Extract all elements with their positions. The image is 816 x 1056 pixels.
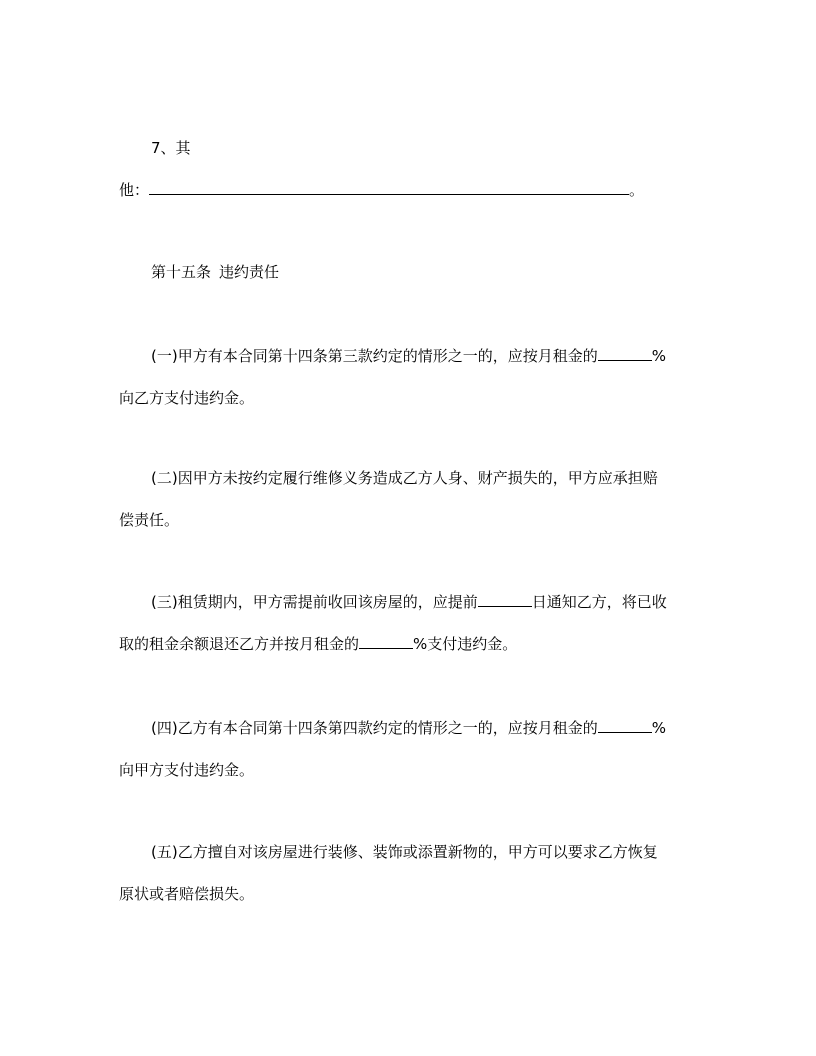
article15-title: 违约责任 — [219, 263, 280, 281]
clause4-line2 — [119, 760, 699, 780]
clause2-text: (二)因甲方未按约定履行维修义务造成乙方人身、财产损失的，甲方应承担赔 — [151, 469, 658, 487]
item7-label: 7、其 — [151, 139, 191, 157]
clause2-line1 — [151, 468, 731, 488]
clause4-line1 — [151, 718, 731, 738]
item7-line1 — [151, 138, 731, 158]
clause5-line2 — [119, 884, 699, 904]
article15-number: 第十五条 — [151, 263, 212, 281]
clause1-line1 — [151, 346, 731, 366]
clause2-continuation: 偿责任。 — [119, 511, 180, 529]
clause3-prefix: (三)租赁期内，甲方需提前收回该房屋的，应提前 — [151, 593, 478, 611]
clause4-text: (四)乙方有本合同第十四条第四款约定的情形之一的，应按月租金的 — [151, 719, 598, 737]
clause3-suffix: 日通知乙方，将已收 — [531, 593, 667, 611]
clause3-line2 — [119, 634, 699, 654]
item7-suffix: 。 — [629, 181, 645, 199]
clause4-blank[interactable] — [598, 718, 652, 733]
clause1-text: (一)甲方有本合同第十四条第三款约定的情形之一的，应按月租金的 — [151, 347, 598, 365]
clause1-percent: % — [651, 347, 666, 365]
clause5-line1 — [151, 842, 731, 862]
clause3-line2-prefix: 取的租金余额退还乙方并按月租金的 — [119, 635, 360, 653]
item7-blank[interactable] — [149, 180, 629, 195]
clause4-continuation: 向甲方支付违约金。 — [119, 761, 255, 779]
item7-prefix: 他： — [119, 181, 150, 199]
clause3-percent-blank[interactable] — [359, 634, 413, 649]
clause5-continuation: 原状或者赔偿损失。 — [119, 885, 255, 903]
clause5-text: (五)乙方擅自对该房屋进行装修、装饰或添置新物的，甲方可以要求乙方恢复 — [151, 843, 658, 861]
clause3-line1 — [151, 592, 731, 612]
clause1-blank[interactable] — [598, 346, 652, 361]
item7-line2 — [119, 180, 699, 200]
clause2-line2 — [119, 510, 699, 530]
clause1-line2 — [119, 388, 699, 408]
article15-heading — [151, 262, 731, 282]
clause3-line2-suffix: %支付违约金。 — [413, 635, 518, 653]
clause4-percent: % — [651, 719, 666, 737]
clause3-days-blank[interactable] — [478, 592, 532, 607]
clause1-continuation: 向乙方支付违约金。 — [119, 389, 255, 407]
